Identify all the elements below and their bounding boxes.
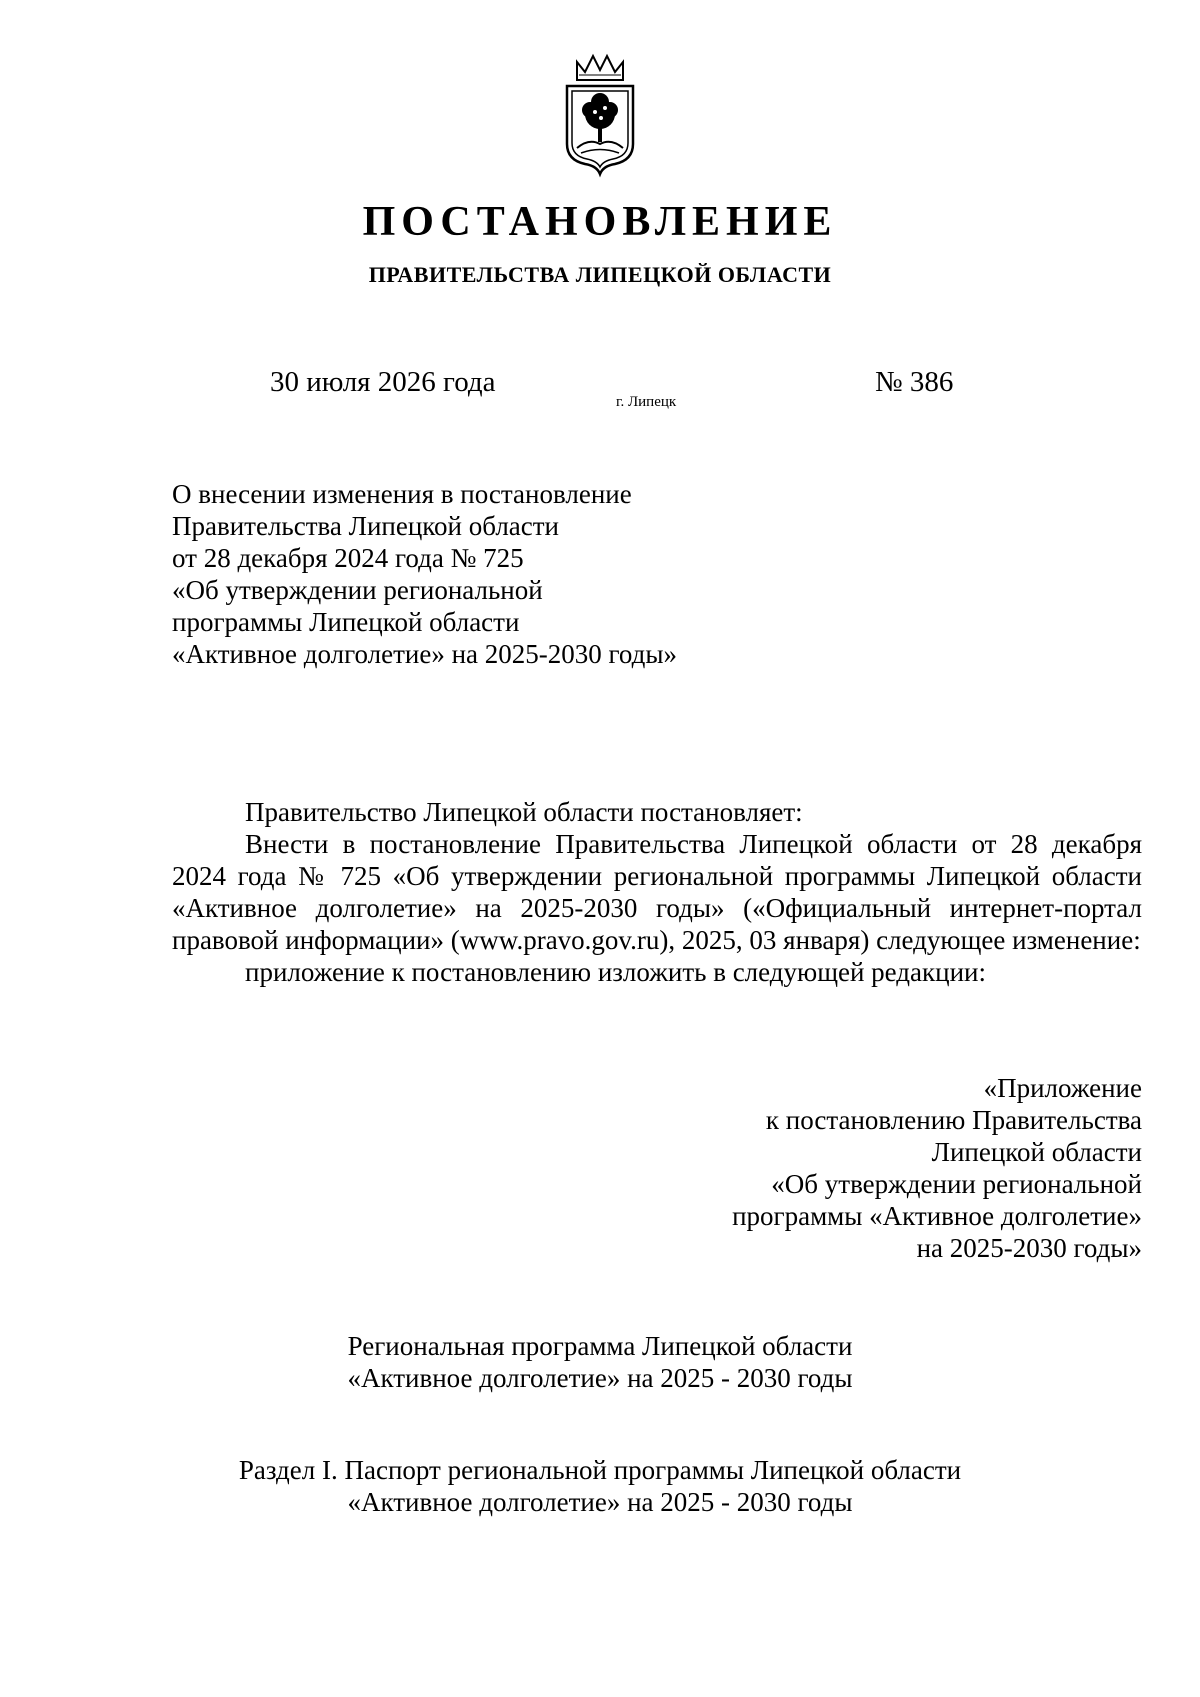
subject-line: «Об утверждении региональной (172, 575, 543, 605)
subject-block (172, 478, 772, 670)
document-city: г. Липецк (616, 394, 677, 410)
coat-of-arms-icon (555, 52, 645, 178)
section-title (0, 1454, 1200, 1518)
coat-of-arms-emblem (555, 52, 645, 178)
appendix-line: «Об утверждении региональной (771, 1169, 1142, 1199)
program-title-line: «Активное долголетие» на 2025 - 2030 годы (347, 1363, 853, 1393)
document-number: № 386 (875, 366, 954, 398)
subject-line: Правительства Липецкой области (172, 511, 560, 541)
appendix-line: Липецкой области (931, 1137, 1142, 1167)
section-title-line: «Активное долголетие» на 2025 - 2030 годы (347, 1487, 853, 1517)
document-date: 30 июля 2026 года (270, 366, 496, 398)
appendix-line: на 2025-2030 годы» (916, 1233, 1142, 1263)
document-title: ПОСТАНОВЛЕНИЕ (362, 199, 838, 245)
appendix-line: «Приложение (983, 1073, 1142, 1103)
main-paragraph: Внести в постановление Правительства Липецкой области от 28 декабря 2024 года № 725 «Об утверждении региональной программы Липецкой области «Активное долголетие» на 2025-2030 годы» («Официальный интернет-портал правовой информации» (www.pravo.gov.ru), 2025, 03 января) следующее изменение: (172, 829, 1142, 955)
section-title-line: Раздел I. Паспорт региональной программы Липецкой области (238, 1455, 962, 1485)
instruction-paragraph: приложение к постановлению изложить в следующей редакции: (245, 957, 986, 987)
subject-line: «Активное долголетие» на 2025-2030 годы» (172, 639, 678, 669)
subject-line: от 28 декабря 2024 года № 725 (172, 543, 524, 573)
subject-line: программы Липецкой области (172, 607, 520, 637)
body-text (172, 796, 1142, 988)
document-subtitle: ПРАВИТЕЛЬСТВА ЛИПЕЦКОЙ ОБЛАСТИ (368, 262, 832, 287)
appendix-line: программы «Активное долголетие» (732, 1201, 1142, 1231)
program-title-line: Региональная программа Липецкой области (347, 1331, 853, 1361)
subject-line: О внесении изменения в постановление (172, 479, 632, 509)
preamble-paragraph: Правительство Липецкой области постановляет: (245, 797, 803, 827)
program-title (0, 1330, 1200, 1394)
appendix-heading (732, 1072, 1142, 1264)
appendix-line: к постановлению Правительства (765, 1105, 1142, 1135)
